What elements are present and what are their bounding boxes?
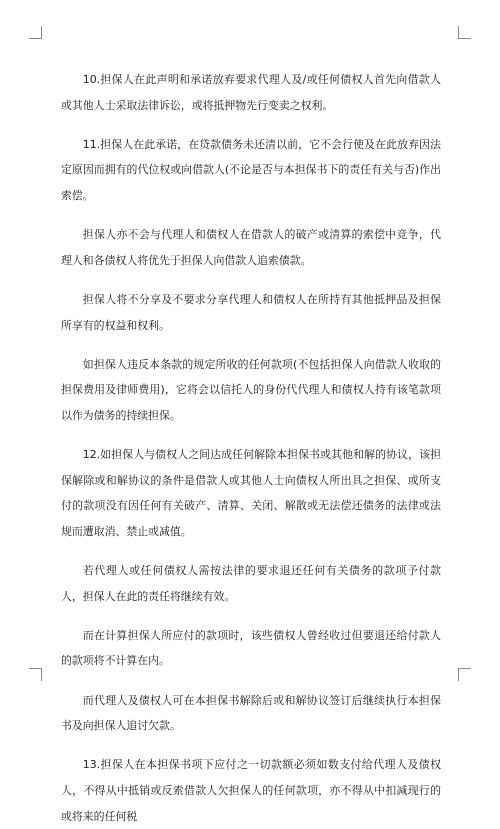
paragraph-clause-12-calculation: 而在计算担保人所应付的款项时，该些债权人曾经收过但要退还给付款人的款项将不计算在内。 [61,628,441,668]
paragraph-clause-11: 11.担保人在此承诺，在贷款债务未还清以前，它不会行使及在此放弃因法定原因而拥有的代位权或向借款人(不论是否与本担保书下的责任有关与否)作出索偿。 [61,137,441,202]
paragraph-clause-11-trust: 如担保人违反本条款的规定所收的任何款项(不包括担保人向借款人收取的担保费用及律师费用)，它将会以信托人的身份代代理人和债权人持有该笔款项以作为债务的持续担保。 [61,357,441,422]
document-body [61,67,441,829]
paragraph-clause-12: 12.如担保人与债权人之间达成任何解除本担保书或其他和解的协议，该担保解除或和解协议的条件是借款人或其他人士向债权人所出具之担保、或所支付的款项没有因任何有关破产、清算、关闭、解散或无法偿还债务的法律或法规而遭取消、禁止或减值。 [61,448,441,538]
paragraph-clause-12-enforcement: 而代理人及债权人可在本担保书解除后或和解协议签订后继续执行本担保书及向担保人追讨欠款。 [61,693,441,733]
crop-mark-bottom-right [458,668,471,681]
paragraph-clause-11-competition: 担保人亦不会与代理人和债权人在借款人的破产或清算的索偿中竞争，代理人和各债权人将优先于担保人向借款人追索债款。 [61,228,441,267]
paragraph-clause-13: 13.担保人在本担保书项下应付之一切款额必须如数支付给代理人及债权人，不得从中抵销或反索借款人欠担保人的任何款项，亦不得从中扣减现行的或将来的任何税 [61,758,441,823]
paragraph-clause-11-sharing: 担保人将不分享及不要求分享代理人和债权人在所持有其他抵押品及担保所享有的权益和权利。 [61,292,441,332]
crop-mark-top-right [458,26,471,39]
crop-mark-top-left [29,26,42,39]
crop-mark-bottom-left [29,668,42,681]
paragraph-clause-12-refund: 若代理人或任何债权人需按法律的要求退还任何有关债务的款项予付款人，担保人在此的责任将继续有效。 [61,564,441,603]
paragraph-clause-10: 10.担保人在此声明和承诺放弃要求代理人及/或任何债权人首先向借款人或其他人士采取法律诉讼，或将抵押物先行变卖之权利。 [61,73,441,112]
